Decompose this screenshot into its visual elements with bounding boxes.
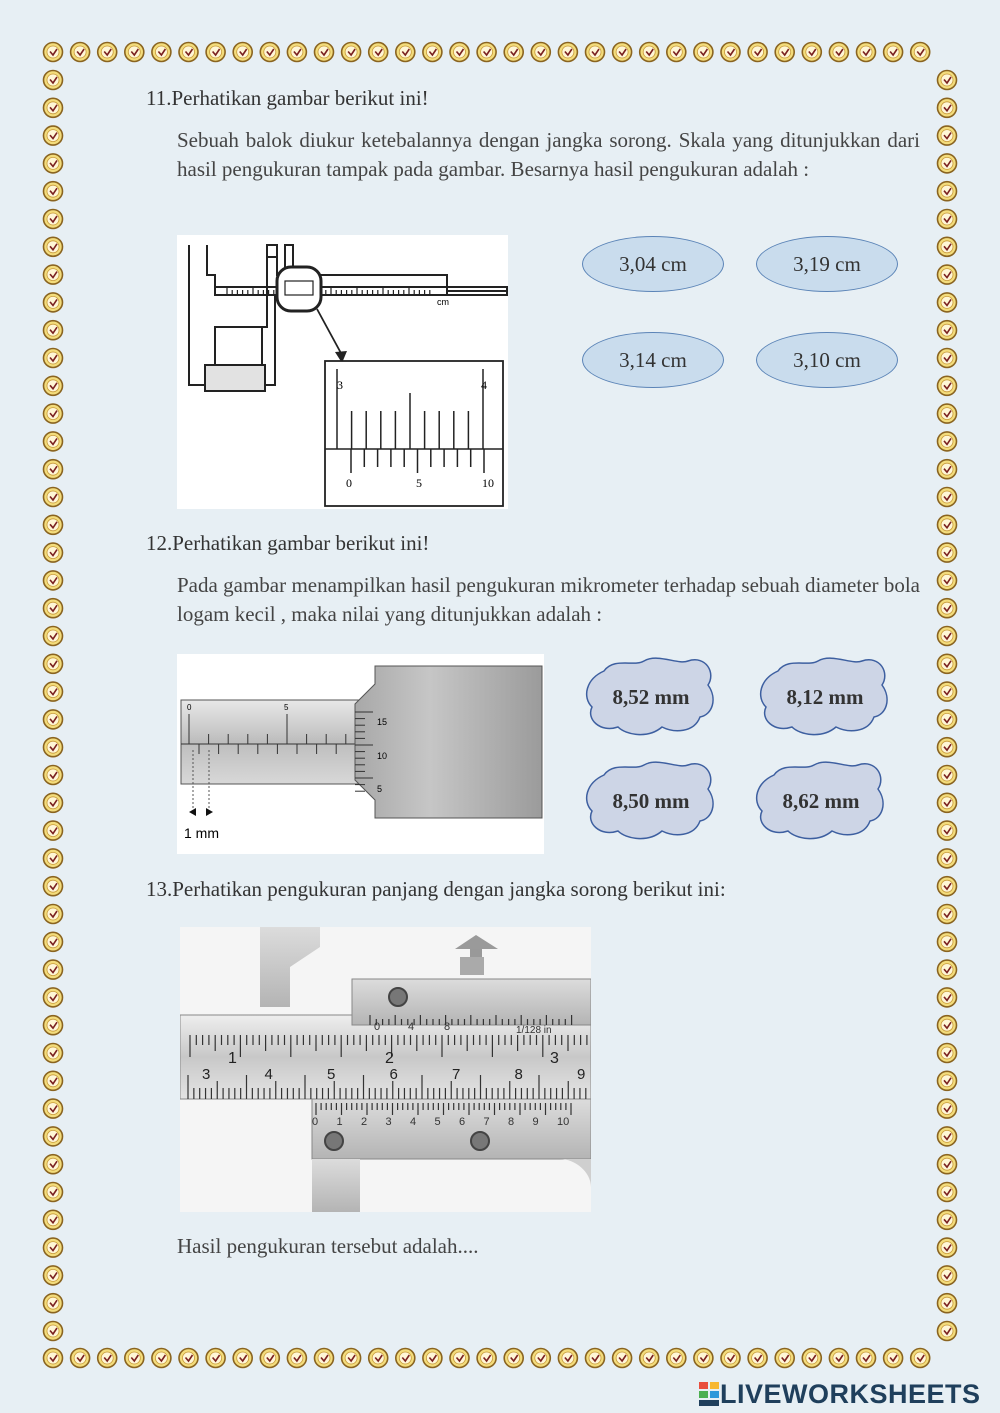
clock-icon [206, 1349, 225, 1368]
vernier-label-10: 10 [482, 476, 494, 490]
clock-icon [44, 1183, 63, 1202]
sleeve-label-0: 0 [187, 703, 192, 712]
clock-icon [44, 43, 63, 62]
clock-icon [775, 43, 794, 62]
clock-icon [938, 988, 957, 1007]
clock-icon [44, 543, 63, 562]
clock-icon [44, 126, 63, 145]
clock-icon [857, 1349, 876, 1368]
clock-icon [44, 293, 63, 312]
clock-icon [938, 98, 957, 117]
clock-icon [44, 932, 63, 951]
clock-icon [44, 321, 63, 340]
clock-icon [44, 182, 63, 201]
clock-icon [938, 793, 957, 812]
clock-icon [613, 43, 632, 62]
cm-scale-label: 9 [577, 1066, 586, 1083]
clock-icon [938, 682, 957, 701]
vernier-label: 8 [508, 1116, 515, 1128]
clock-icon [938, 571, 957, 590]
clock-icon [938, 1127, 957, 1146]
clock-icon [938, 293, 957, 312]
clock-icon [44, 988, 63, 1007]
clock-icon [44, 488, 63, 507]
inch-scale-label-2: 2 [385, 1050, 394, 1067]
clock-icon [938, 821, 957, 840]
clock-icon [938, 738, 957, 757]
clock-icon [938, 488, 957, 507]
clock-icon [44, 237, 63, 256]
q12-option-3[interactable]: 8,50 mm [582, 759, 720, 843]
clock-icon [938, 404, 957, 423]
thimble-label-15: 15 [377, 717, 388, 727]
clock-icon [667, 1349, 686, 1368]
clock-icon [829, 1349, 848, 1368]
inch-vernier-label-8: 8 [444, 1021, 451, 1033]
q11-option-1[interactable]: 3,04 cm [582, 236, 724, 292]
clock-icon [44, 821, 63, 840]
vernier-label: 0 [312, 1116, 319, 1128]
clock-icon [748, 43, 767, 62]
clock-icon [125, 1349, 144, 1368]
liveworksheets-logo: LIVEWORKSHEETS [698, 1378, 981, 1410]
clock-icon [857, 43, 876, 62]
clock-icon [152, 43, 171, 62]
clock-icon [667, 43, 686, 62]
clock-icon [884, 43, 903, 62]
clock-icon [938, 1183, 957, 1202]
cm-scale-label: 5 [327, 1066, 336, 1083]
clock-icon [504, 43, 523, 62]
clock-icon [802, 43, 821, 62]
clock-icon [938, 1294, 957, 1313]
clock-icon [640, 43, 659, 62]
inch-vernier-label-0: 0 [374, 1021, 381, 1033]
main-scale-label-3: 3 [337, 378, 343, 392]
clock-icon [938, 1071, 957, 1090]
clock-icon [44, 793, 63, 812]
clock-icon [44, 682, 63, 701]
clock-icon [911, 1349, 930, 1368]
clock-icon [44, 154, 63, 173]
question-11-heading: 11.Perhatikan gambar berikut ini! [146, 86, 429, 110]
clock-icon [938, 932, 957, 951]
clock-icon [260, 43, 279, 62]
clock-icon [44, 1016, 63, 1035]
clock-icon [450, 43, 469, 62]
clock-icon [396, 43, 415, 62]
clock-icon [98, 1349, 117, 1368]
clock-icon [44, 1127, 63, 1146]
vernier-label-0: 0 [346, 476, 352, 490]
clock-icon [44, 1322, 63, 1341]
clock-icon [44, 515, 63, 534]
liveworksheets-logo-icon [698, 1381, 720, 1407]
vernier-label: 7 [483, 1116, 490, 1128]
clock-icon [233, 43, 252, 62]
clock-icon [44, 349, 63, 368]
clock-icon [694, 43, 713, 62]
clock-icon [369, 43, 388, 62]
clock-icon [260, 1349, 279, 1368]
clock-icon [938, 654, 957, 673]
clock-icon [450, 1349, 469, 1368]
clock-icon [44, 210, 63, 229]
q12-option-2[interactable]: 8,12 mm [756, 655, 894, 739]
vernier-label-5: 5 [416, 476, 422, 490]
clock-icon [44, 960, 63, 979]
clock-icon [477, 43, 496, 62]
clock-icon [71, 1349, 90, 1368]
clock-icon [586, 43, 605, 62]
q12-option-4[interactable]: 8,62 mm [752, 759, 890, 843]
cm-scale-label: 8 [514, 1066, 523, 1083]
clock-icon [233, 1349, 252, 1368]
clock-icon [721, 43, 740, 62]
clock-icon [938, 543, 957, 562]
clock-icon [423, 43, 442, 62]
clock-icon [640, 1349, 659, 1368]
clock-icon [44, 766, 63, 785]
clock-icon [938, 1238, 957, 1257]
clock-icon [586, 1349, 605, 1368]
clock-icon [44, 849, 63, 868]
clock-icon [938, 210, 957, 229]
thimble-label-10: 10 [377, 751, 388, 761]
clock-icon [44, 71, 63, 90]
clock-icon [44, 710, 63, 729]
clock-icon [884, 1349, 903, 1368]
cm-scale-label: 6 [389, 1066, 398, 1083]
inch-unit-label: 1/128 in [516, 1025, 552, 1036]
clock-icon [477, 1349, 496, 1368]
question-12-text: Pada gambar menampilkan hasil pengukuran mikrometer terhadap sebuah diameter bola logam kecil , maka nilai yang ditunjukkan adalah : [177, 573, 920, 626]
clock-icon [152, 1349, 171, 1368]
clock-icon [911, 43, 930, 62]
vernier-label: 1 [336, 1116, 343, 1128]
clock-icon [44, 738, 63, 757]
question-13-footer: Hasil pengukuran tersebut adalah.... [177, 1234, 479, 1258]
clock-icon [938, 710, 957, 729]
vernier-label: 5 [434, 1116, 441, 1128]
caliper-photo-figure [180, 927, 591, 1212]
cm-scale-label: 4 [264, 1066, 273, 1083]
clock-icon [694, 1349, 713, 1368]
clock-icon [44, 571, 63, 590]
clock-icon [938, 1210, 957, 1229]
thimble-label-5: 5 [377, 784, 383, 794]
vernier-label: 9 [532, 1116, 539, 1128]
inch-scale-label-3: 3 [550, 1050, 559, 1067]
clock-icon [287, 1349, 306, 1368]
q11-option-2[interactable]: 3,19 cm [756, 236, 898, 292]
clock-icon [938, 1266, 957, 1285]
clock-icon [558, 1349, 577, 1368]
clock-icon [44, 905, 63, 924]
clock-icon [938, 627, 957, 646]
clock-icon [44, 265, 63, 284]
clock-icon [938, 321, 957, 340]
clock-icon [315, 43, 334, 62]
clock-icon [829, 43, 848, 62]
question-13-heading: 13.Perhatikan pengukuran panjang dengan jangka sorong berikut ini: [146, 877, 726, 901]
clock-icon [44, 599, 63, 618]
clock-icon [287, 43, 306, 62]
clock-icon [938, 71, 957, 90]
clock-icon [315, 1349, 334, 1368]
clock-icon [179, 1349, 198, 1368]
inch-vernier-label-4: 4 [408, 1021, 415, 1033]
vernier-label: 3 [385, 1116, 392, 1128]
clock-icon [938, 182, 957, 201]
clock-icon [423, 1349, 442, 1368]
clock-icon [938, 432, 957, 451]
micrometer-figure [177, 654, 544, 854]
clock-icon [342, 1349, 361, 1368]
clock-icon [938, 1155, 957, 1174]
unit-label: 1 mm [184, 825, 219, 841]
clock-icon [44, 1294, 63, 1313]
clock-icon [558, 43, 577, 62]
clock-icon [938, 515, 957, 534]
question-11-text: Sebuah balok diukur ketebalannya dengan jangka sorong. Skala yang ditunjukkan dari hasil pengukuran tampak pada gambar. Besarnya hasil pengukuran adalah : [177, 128, 920, 181]
q11-option-4[interactable]: 3,10 cm [756, 332, 898, 388]
inch-scale-label-1: 1 [228, 1050, 237, 1067]
clock-icon [98, 43, 117, 62]
clock-icon [938, 349, 957, 368]
clock-icon [44, 1155, 63, 1174]
clock-icon [44, 654, 63, 673]
clock-icon [938, 1099, 957, 1118]
clock-icon [206, 43, 225, 62]
clock-icon [938, 1322, 957, 1341]
clock-icon [125, 43, 144, 62]
clock-icon [44, 376, 63, 395]
clock-icon [531, 43, 550, 62]
clock-icon [71, 43, 90, 62]
clock-icon [44, 1238, 63, 1257]
clock-icon [613, 1349, 632, 1368]
q11-option-3[interactable]: 3,14 cm [582, 332, 724, 388]
clock-icon [531, 1349, 550, 1368]
clock-icon [938, 265, 957, 284]
clock-icon [369, 1349, 388, 1368]
clock-icon [938, 905, 957, 924]
sleeve-label-5: 5 [284, 703, 289, 712]
clock-icon [938, 376, 957, 395]
clock-icon [44, 877, 63, 896]
clock-icon [748, 1349, 767, 1368]
clock-icon [938, 960, 957, 979]
clock-icon [938, 1044, 957, 1063]
clock-icon [802, 1349, 821, 1368]
vernier-label: 2 [361, 1116, 368, 1128]
cm-scale-label: 7 [452, 1066, 461, 1083]
clock-icon [775, 1349, 794, 1368]
clock-icon [938, 849, 957, 868]
clock-icon [44, 1266, 63, 1285]
clock-icon [44, 1349, 63, 1368]
clock-icon [938, 766, 957, 785]
clock-icon [44, 627, 63, 646]
clock-icon [938, 126, 957, 145]
clock-icon [938, 877, 957, 896]
clock-icon [938, 460, 957, 479]
clock-icon [721, 1349, 740, 1368]
vernier-label: 6 [459, 1116, 466, 1128]
clock-icon [44, 404, 63, 423]
clock-icon [44, 98, 63, 117]
cm-scale-label: 3 [202, 1066, 211, 1083]
clock-icon [44, 1210, 63, 1229]
clock-icon [396, 1349, 415, 1368]
clock-icon [938, 154, 957, 173]
clock-icon [44, 460, 63, 479]
main-scale-label-4: 4 [481, 378, 487, 392]
clock-icon [342, 43, 361, 62]
vernier-label: 10 [557, 1116, 570, 1128]
clock-icon [504, 1349, 523, 1368]
clock-icon [44, 432, 63, 451]
clock-icon [938, 599, 957, 618]
clock-icon [44, 1044, 63, 1063]
vernier-label: 4 [410, 1116, 417, 1128]
clock-icon [938, 1016, 957, 1035]
clock-icon [44, 1071, 63, 1090]
unit-label: cm [437, 297, 449, 307]
vernier-caliper-figure [177, 235, 508, 509]
clock-icon [938, 237, 957, 256]
question-12-heading: 12.Perhatikan gambar berikut ini! [146, 531, 430, 555]
clock-icon [44, 1099, 63, 1118]
q12-option-1[interactable]: 8,52 mm [582, 655, 720, 739]
clock-icon [179, 43, 198, 62]
